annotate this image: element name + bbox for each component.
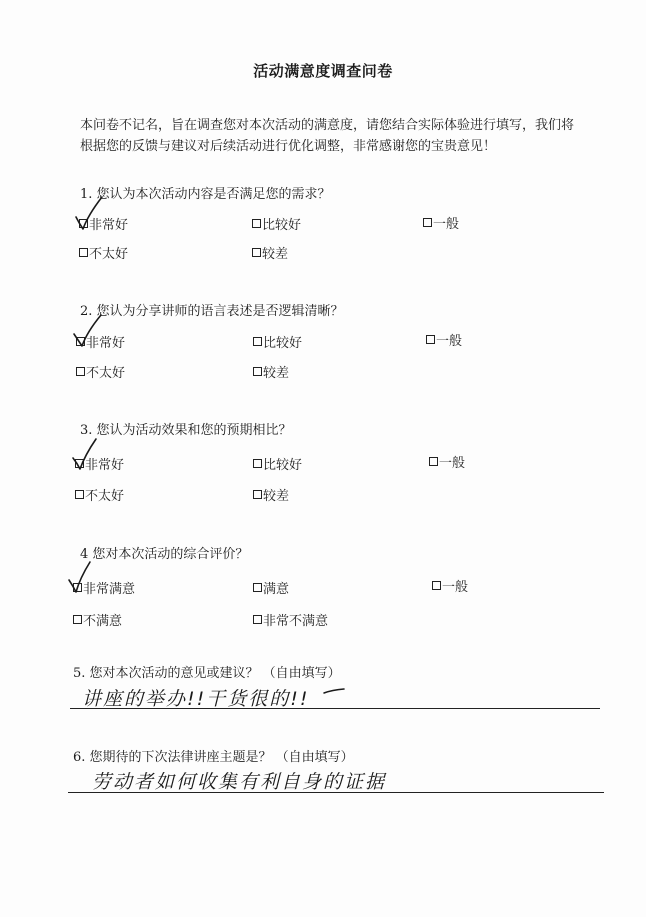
q3-option-average[interactable] — [429, 452, 465, 471]
checkbox-icon[interactable] — [429, 457, 438, 466]
checkbox-icon[interactable] — [75, 490, 84, 499]
answer-line-6[interactable] — [68, 792, 604, 793]
checkbox-icon[interactable] — [252, 248, 261, 257]
checkbox-icon[interactable] — [426, 335, 435, 344]
checkbox-icon[interactable] — [253, 459, 262, 468]
option-label: 不太好 — [86, 366, 126, 381]
q4-option-satisfied[interactable] — [253, 578, 289, 597]
q1-option-good[interactable] — [252, 214, 301, 233]
option-label: 较差 — [262, 247, 289, 262]
q2-option-not-good[interactable] — [76, 362, 125, 381]
question-4: 4 您对本次活动的综合评价？ — [80, 547, 249, 562]
q2-option-average[interactable] — [426, 330, 462, 349]
q2-option-poor[interactable] — [253, 362, 289, 381]
checkmark-icon — [66, 556, 106, 596]
option-label: 不满意 — [83, 614, 123, 629]
q1-option-average[interactable] — [423, 213, 459, 232]
option-label: 非常好 — [86, 336, 126, 351]
option-label: 较差 — [263, 366, 290, 381]
checkmark-icon — [72, 195, 112, 235]
checkbox-icon[interactable] — [253, 337, 262, 346]
checkbox-icon[interactable] — [432, 581, 441, 590]
handwritten-answer-5: 讲座的举办!!干货很的!! — [82, 688, 310, 710]
page-title: 活动满意度调查问卷 — [253, 62, 393, 80]
intro-paragraph: 本问卷不记名，旨在调查您对本次活动的满意度，请您结合实际体验进行填写，我们将根据您的反馈与建议对后续活动进行优化调整，非常感谢您的宝贵意见！ — [80, 118, 575, 154]
option-label: 非常好 — [85, 458, 125, 473]
checkbox-icon[interactable] — [252, 219, 261, 228]
option-label: 一般 — [433, 217, 460, 232]
q3-option-good[interactable] — [253, 454, 302, 473]
q1-option-poor[interactable] — [252, 243, 288, 262]
handwritten-answer-6: 劳动者如何收集有利自身的证据 — [92, 771, 387, 793]
q3-option-poor[interactable] — [253, 485, 289, 504]
option-label: 比较好 — [262, 218, 302, 233]
option-label: 比较好 — [263, 336, 303, 351]
option-label: 满意 — [263, 582, 290, 597]
checkmark-icon — [70, 433, 110, 473]
checkbox-icon[interactable] — [253, 367, 262, 376]
option-label: 非常满意 — [83, 582, 136, 597]
option-label: 不太好 — [85, 489, 125, 504]
q3-option-not-good[interactable] — [75, 485, 124, 504]
answer-line-5[interactable] — [70, 708, 600, 709]
option-label: 比较好 — [263, 458, 303, 473]
q1-option-not-good[interactable] — [79, 243, 128, 262]
option-label: 非常不满意 — [263, 614, 329, 629]
option-label: 一般 — [442, 580, 469, 595]
checkbox-icon[interactable] — [253, 490, 262, 499]
option-label: 不太好 — [89, 247, 129, 262]
question-6: 6. 您期待的下次法律讲座主题是？ （自由填写） — [73, 750, 354, 765]
checkmark-icon — [70, 312, 110, 352]
option-label: 一般 — [439, 456, 466, 471]
checkbox-icon[interactable] — [79, 248, 88, 257]
question-5: 5. 您对本次活动的意见或建议？ （自由填写） — [73, 666, 341, 681]
option-label: 较差 — [263, 489, 290, 504]
q2-option-good[interactable] — [253, 332, 302, 351]
pen-stroke-icon — [322, 686, 346, 696]
question-2: 2. 您认为分享讲师的语言表述是否逻辑清晰？ — [80, 304, 344, 319]
checkbox-icon[interactable] — [73, 615, 82, 624]
q4-option-dissatisfied[interactable] — [73, 610, 122, 629]
question-1: 1. 您认为本次活动内容是否满足您的需求？ — [80, 187, 331, 202]
checkbox-icon[interactable] — [253, 583, 262, 592]
option-label: 一般 — [436, 334, 463, 349]
option-label: 非常好 — [89, 218, 129, 233]
q4-option-average[interactable] — [432, 576, 468, 595]
checkbox-icon[interactable] — [76, 367, 85, 376]
checkbox-icon[interactable] — [253, 615, 262, 624]
checkbox-icon[interactable] — [423, 218, 432, 227]
question-3: 3. 您认为活动效果和您的预期相比？ — [80, 423, 292, 438]
q4-option-very-dissatisfied[interactable] — [253, 610, 328, 629]
